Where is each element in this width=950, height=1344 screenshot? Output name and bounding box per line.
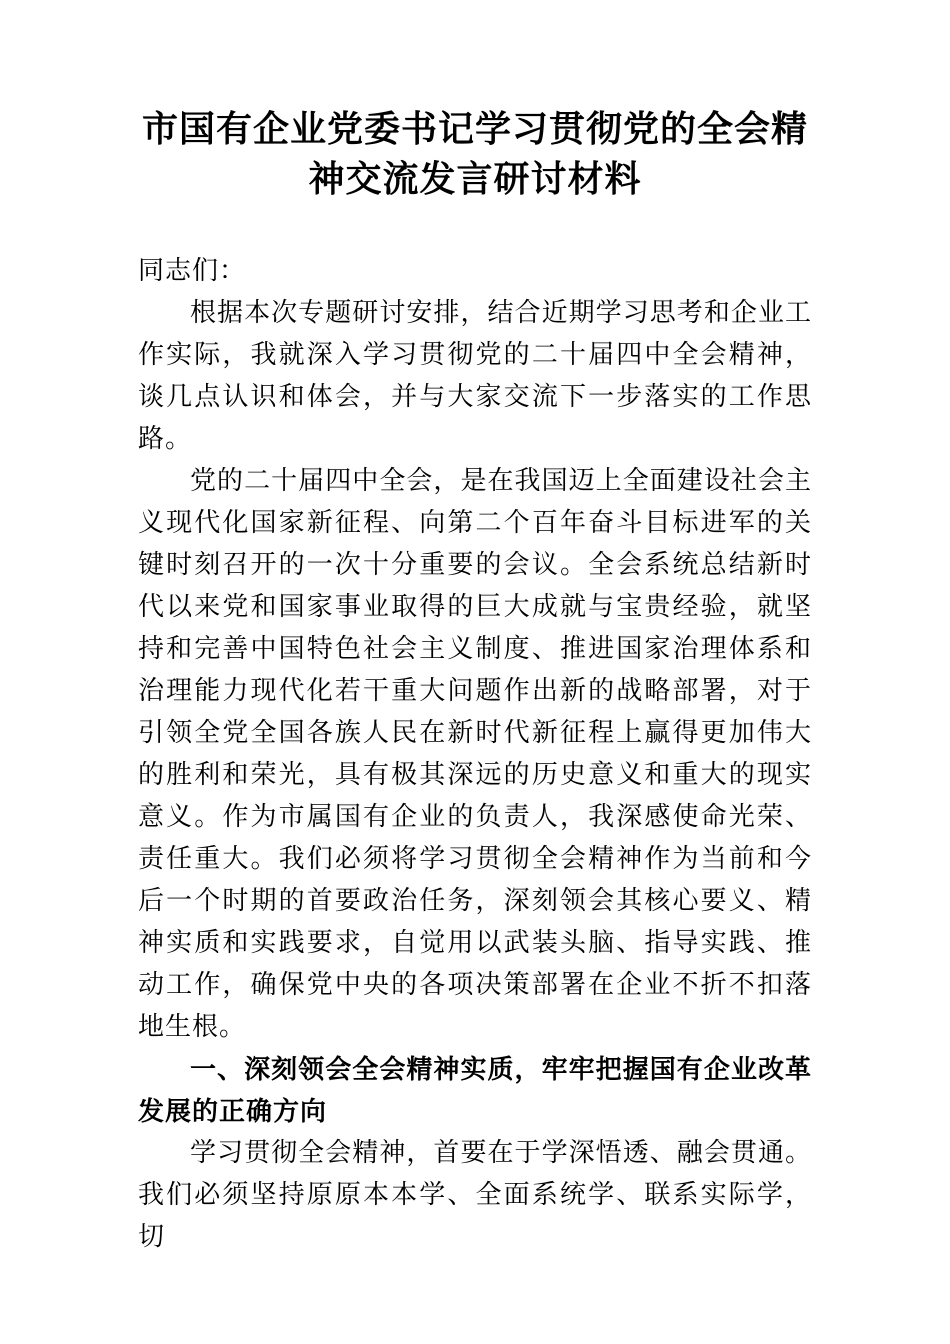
- intro-paragraph: 根据本次专题研讨安排，结合近期学习思考和企业工作实际，我就深入学习贯彻党的二十届四中全会精神，谈几点认识和体会，并与大家交流下一步落实的工作思路。: [138, 298, 812, 453]
- section-1-heading: 一、深刻领会全会精神实质，牢牢把握国有企业改革发展的正确方向: [138, 1054, 812, 1126]
- salutation-line: 同志们：: [138, 256, 247, 285]
- congress-significance-paragraph: 党的二十届四中全会，是在我国迈上全面建设社会主义现代化国家新征程、向第二个百年奋斗目标进军的关键时刻召开的一次十分重要的会议。全会系统总结新时代以来党和国家事业取得的巨大成就与宝贵经验，就坚持和完善中国特色社会主义制度、推进国家治理体系和治理能力现代化若干重大问题作出新的战略部署，对于引领全党全国各族人民在新时代新征程上赢得更加伟大的胜利和荣光，具有极其深远的历史意义和重大的现实意义。作为市属国有企业的负责人，我深感使命光荣、责任重大。我们必须将学习贯彻全会精神作为当前和今后一个时期的首要政治任务，深刻领会其核心要义、精神实质和实践要求，自觉用以武装头脑、指导实践、推动工作，确保党中央的各项决策部署在企业不折不扣落地生根。: [138, 466, 812, 1041]
- document-title: 市国有企业党委书记学习贯彻党的全会精神交流发言研讨材料: [141, 109, 808, 199]
- section-1-paragraph: 学习贯彻全会精神，首要在于学深悟透、融会贯通。我们必须坚持原原本本学、全面系统学、联系实际学，切: [138, 1138, 812, 1251]
